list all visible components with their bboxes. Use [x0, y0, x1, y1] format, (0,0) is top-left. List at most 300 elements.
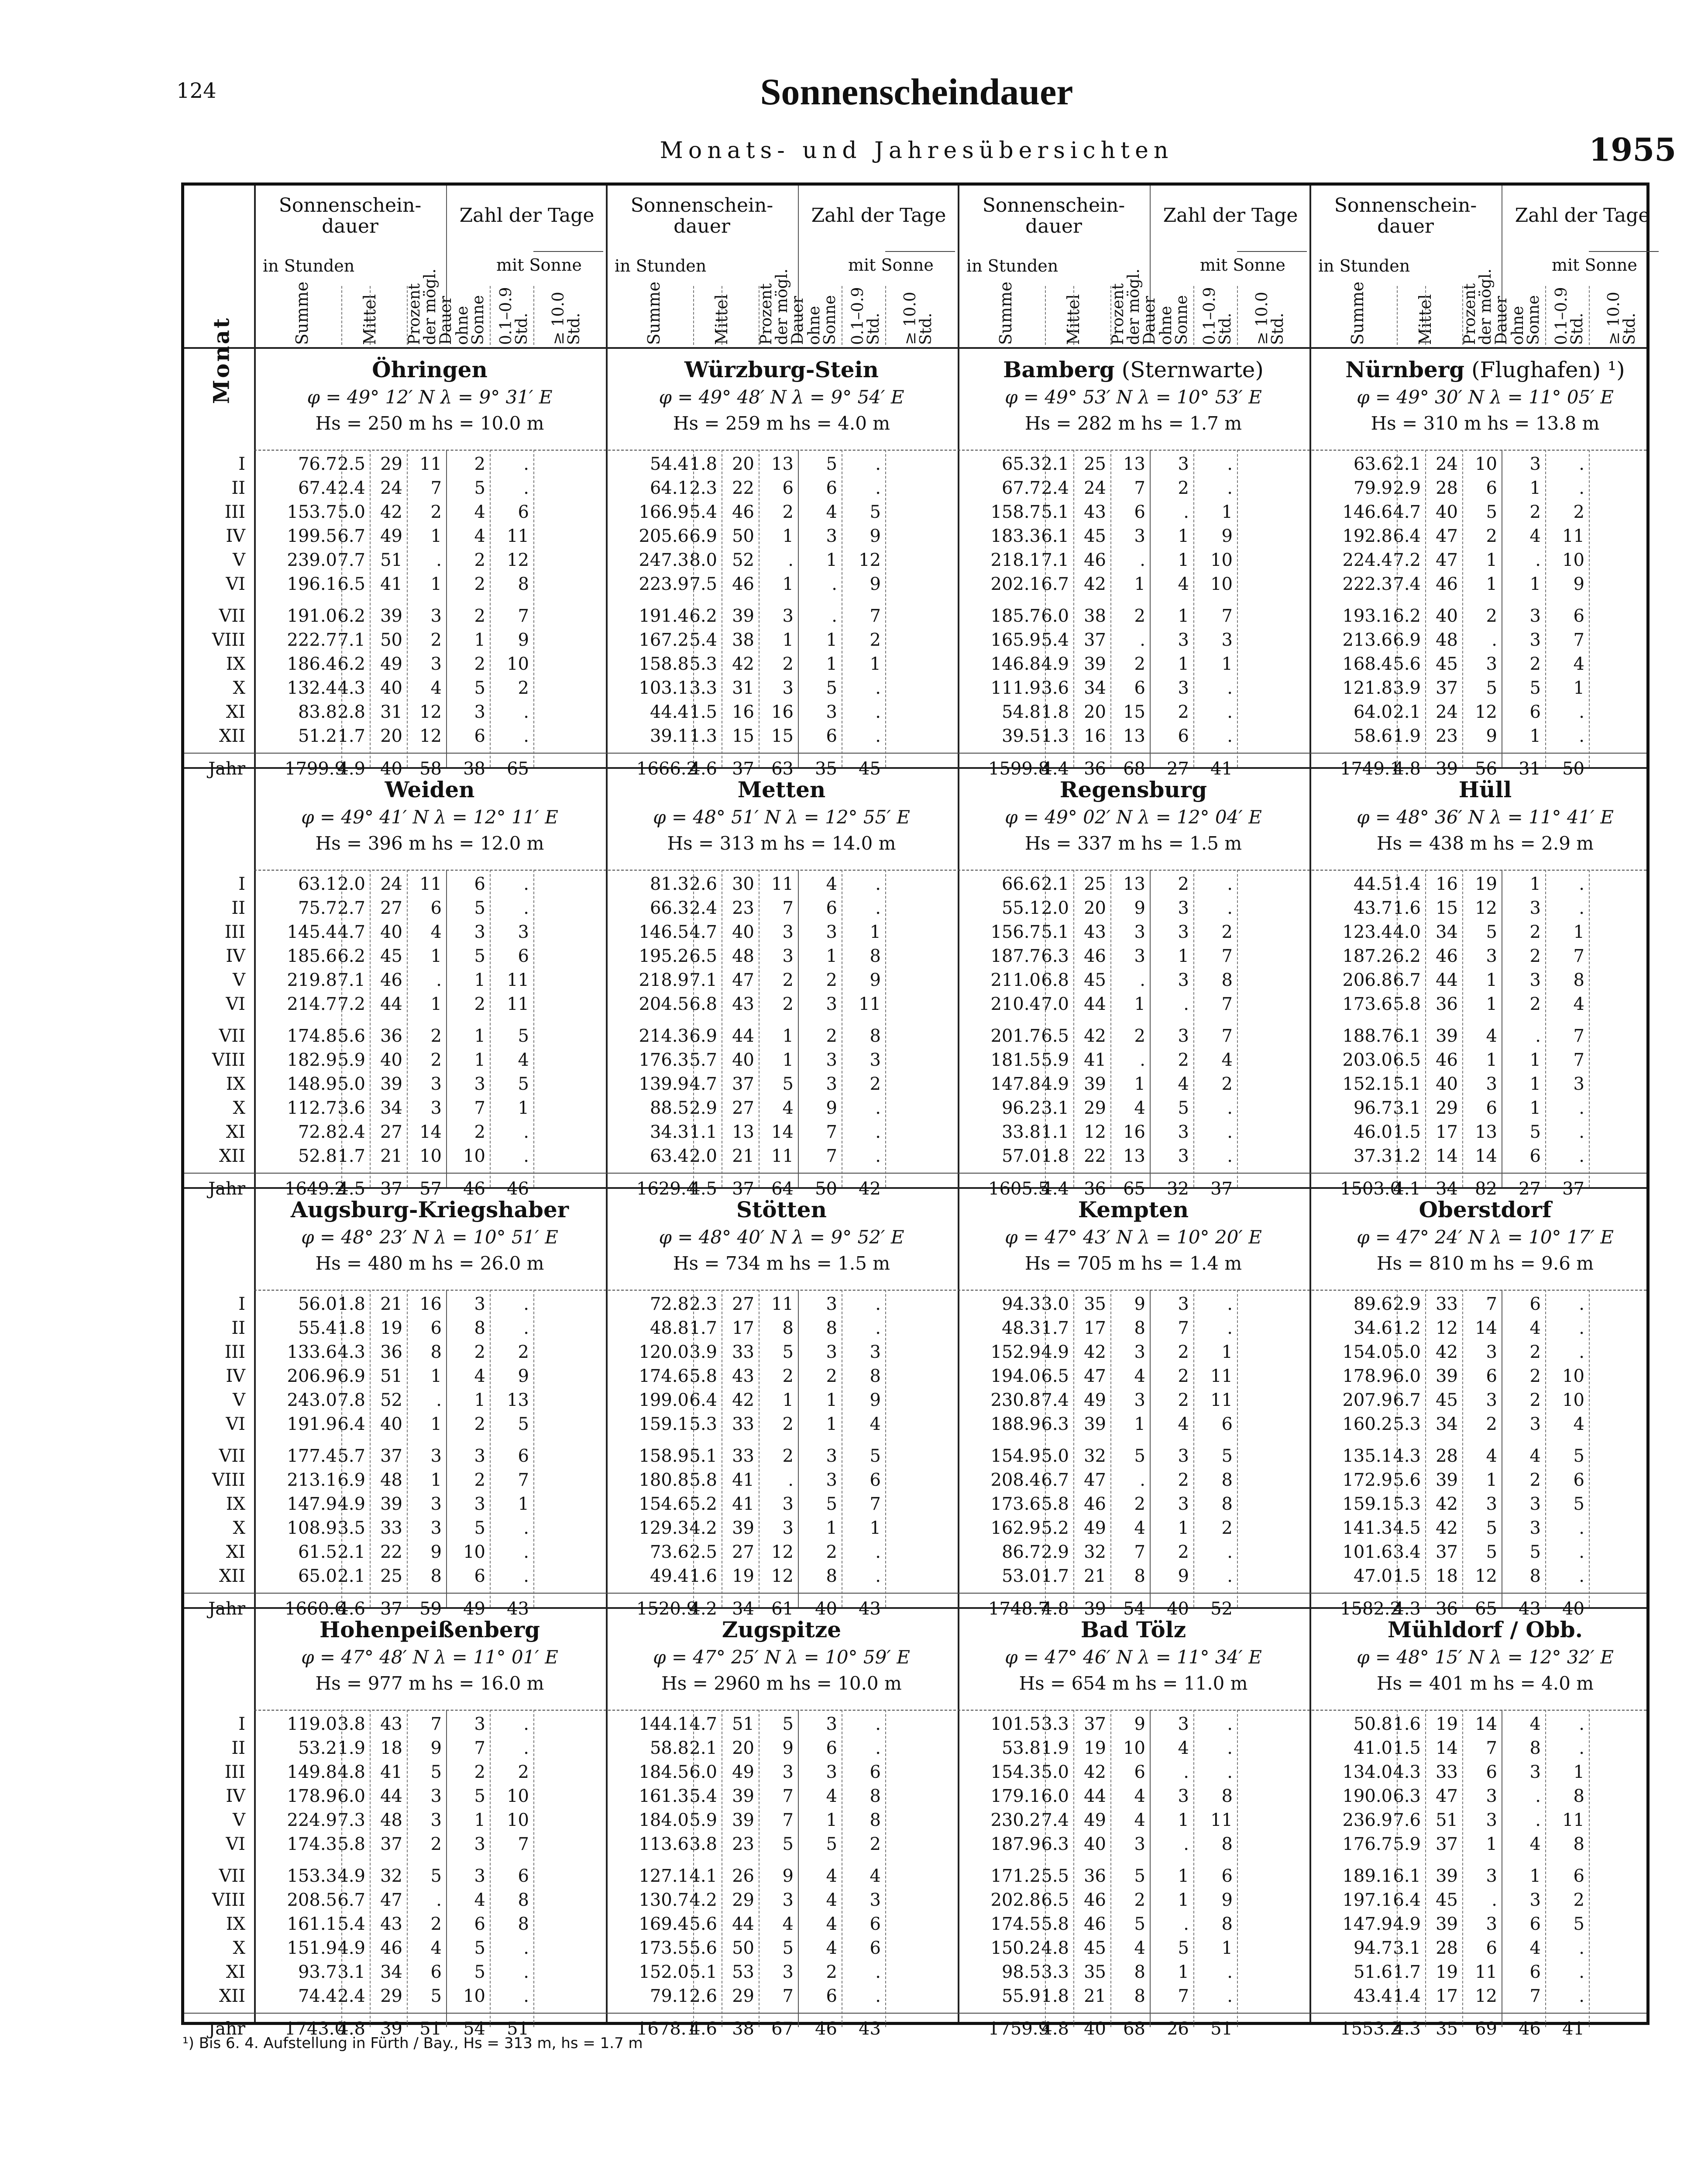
data-cell: 17: [1084, 1318, 1106, 1338]
zahl-der-tage-header: Zahl der Tage: [459, 204, 595, 227]
data-cell: 6.0: [1393, 1366, 1421, 1386]
data-cell: 5: [1573, 1914, 1584, 1934]
data-cell: 7: [782, 1986, 794, 2006]
data-cell: 5.6: [337, 1026, 365, 1046]
data-cell: 3: [826, 526, 837, 546]
data-cell: 16: [1436, 874, 1458, 894]
data-cell: 3.1: [1393, 1098, 1421, 1118]
data-cell: 169.4: [639, 1914, 689, 1934]
month-label: VIII: [212, 1050, 245, 1070]
data-cell: 15: [1123, 702, 1145, 722]
station-name-main: Öhringen: [372, 357, 488, 382]
jahr-rule: [184, 1593, 1646, 1594]
data-cell: 211.0: [990, 970, 1041, 990]
data-column-separator: [885, 1290, 886, 1607]
station-name-sub: (Flughafen) ¹): [1464, 357, 1625, 382]
data-cell: 3: [1178, 970, 1189, 990]
data-cell: 2: [518, 678, 529, 698]
station-name: [958, 1197, 1309, 1222]
data-cell: 19: [380, 1318, 402, 1338]
mit-sonne-header: mit Sonne: [1552, 255, 1637, 275]
data-cell: 146.5: [639, 922, 689, 942]
month-label: V: [233, 1390, 245, 1410]
data-cell: 39: [732, 1518, 754, 1538]
data-cell: 33: [380, 1518, 402, 1538]
station-name-main: Metten: [737, 777, 826, 802]
data-cell: 1: [826, 1518, 837, 1538]
data-cell: 146.8: [990, 654, 1041, 674]
data-cell: 2: [474, 1414, 485, 1434]
data-cell: 1: [1221, 1342, 1233, 1362]
data-cell: 2: [430, 1026, 442, 1046]
data-cell: 46: [380, 970, 402, 990]
data-cell: 1.7: [337, 1146, 365, 1166]
data-cell: 4: [1573, 1414, 1584, 1434]
data-cell: 2: [1221, 922, 1233, 942]
data-cell: 2: [782, 502, 794, 522]
data-cell: 2: [1178, 1050, 1189, 1070]
data-cell: 5: [1486, 502, 1497, 522]
data-cell: 15: [732, 726, 754, 746]
data-cell: 4.8: [1041, 1599, 1069, 1619]
data-cell: 1: [1178, 606, 1189, 626]
data-cell: 2: [1573, 1890, 1584, 1910]
data-cell: 40: [1084, 2019, 1106, 2039]
data-cell: 9: [518, 1366, 529, 1386]
data-cell: 27: [732, 1294, 754, 1314]
data-cell: 5.1: [689, 1962, 717, 1982]
header-rule: [533, 251, 603, 252]
data-cell: 7: [1221, 1026, 1233, 1046]
data-cell: 19: [1084, 1738, 1106, 1758]
data-cell: 2.0: [337, 874, 365, 894]
data-cell: 152.9: [990, 1342, 1041, 1362]
data-cell: 29: [1084, 1098, 1106, 1118]
data-cell: 247.3: [639, 550, 689, 570]
data-cell: 36: [1084, 1866, 1106, 1886]
data-cell: 129.3: [639, 1518, 689, 1538]
data-cell: 5: [1573, 1446, 1584, 1466]
station-heights: Hs = 337 m hs = 1.5 m: [1024, 833, 1242, 854]
data-cell: 40: [732, 922, 754, 942]
data-column-separator: [885, 1710, 886, 2027]
data-cell: 4: [474, 526, 485, 546]
data-cell: 1: [1178, 550, 1189, 570]
data-cell: 5.3: [1393, 1414, 1421, 1434]
data-cell: 4.6: [689, 2019, 717, 2039]
data-cell: 44.4: [650, 702, 689, 722]
data-cell: 35: [815, 759, 837, 779]
data-cell: 3: [1573, 1074, 1584, 1094]
data-cell: 1.1: [1041, 1122, 1069, 1142]
data-cell: .: [436, 1390, 442, 1410]
data-cell: .: [1227, 898, 1233, 918]
data-cell: 6.9: [337, 1470, 365, 1490]
data-cell: 4: [1529, 526, 1541, 546]
data-cell: 3: [782, 1762, 794, 1782]
data-cell: 8: [782, 1318, 794, 1338]
data-cell: 4.9: [1041, 654, 1069, 674]
data-cell: 11: [771, 1294, 794, 1314]
data-cell: 44: [1084, 1786, 1106, 1806]
data-cell: 20: [732, 1738, 754, 1758]
data-cell: 14: [771, 1122, 794, 1142]
data-cell: 2.4: [689, 898, 717, 918]
data-cell: 51.6: [1353, 1962, 1392, 1982]
data-cell: 4.2: [689, 1518, 717, 1538]
data-cell: 8: [1221, 970, 1233, 990]
data-cell: 219.8: [287, 970, 337, 990]
data-cell: .: [1579, 1986, 1584, 2006]
data-cell: 28: [1436, 1938, 1458, 1958]
data-cell: 2.5: [337, 454, 365, 474]
data-cell: 46.0: [1353, 1122, 1392, 1142]
data-cell: 5.1: [689, 1446, 717, 1466]
data-cell: 74.4: [298, 1986, 337, 2006]
data-cell: 8: [869, 946, 881, 966]
monat-header: [197, 251, 245, 469]
data-cell: 236.9: [1342, 1810, 1392, 1830]
data-cell: 5: [474, 478, 485, 498]
station-heights: Hs = 259 m hs = 4.0 m: [673, 413, 890, 434]
data-cell: 5.6: [1393, 654, 1421, 674]
data-cell: 3: [474, 1494, 485, 1514]
data-cell: 6: [518, 502, 529, 522]
data-cell: 17: [1436, 1122, 1458, 1142]
data-cell: .: [1227, 1542, 1233, 1562]
data-cell: 79.1: [650, 1986, 689, 2006]
data-cell: 4: [1134, 1098, 1145, 1118]
data-cell: 3.6: [337, 1098, 365, 1118]
data-cell: 2: [782, 1446, 794, 1466]
data-cell: .: [1579, 454, 1584, 474]
data-cell: 46: [507, 1179, 529, 1199]
data-cell: .: [1579, 1342, 1584, 1362]
data-column-separator: [533, 450, 534, 767]
data-cell: 36: [1436, 1599, 1458, 1619]
mit-sonne-header: mit Sonne: [848, 255, 934, 275]
data-cell: 189.1: [1342, 1866, 1392, 1886]
data-cell: 1: [1178, 946, 1189, 966]
data-cell: 2.1: [1041, 454, 1069, 474]
month-label: X: [233, 1938, 245, 1958]
data-cell: 1.2: [1393, 1318, 1421, 1338]
data-cell: .: [1227, 726, 1233, 746]
data-column-separator: [533, 870, 534, 1187]
data-cell: 7.4: [1041, 1810, 1069, 1830]
data-cell: 1: [826, 1414, 837, 1434]
data-cell: 53.0: [1001, 1566, 1041, 1586]
data-cell: 68: [1123, 759, 1145, 779]
data-cell: 54: [463, 2019, 485, 2039]
data-cell: 39: [732, 1810, 754, 1830]
data-cell: 158.7: [990, 502, 1041, 522]
station-heights: Hs = 310 m hs = 13.8 m: [1371, 413, 1600, 434]
station-coordinates: φ = 47° 25′ N λ = 10° 59′ E: [653, 1646, 910, 1668]
data-cell: 6.3: [1393, 1786, 1421, 1806]
data-cell: 6.9: [689, 1026, 717, 1046]
data-cell: 46: [815, 2019, 837, 2039]
data-cell: .: [1227, 1738, 1233, 1758]
data-cell: 1: [782, 1390, 794, 1410]
data-cell: .: [875, 898, 881, 918]
data-cell: 1: [869, 922, 881, 942]
data-cell: 4.5: [337, 1179, 365, 1199]
data-cell: 55.4: [298, 1318, 337, 1338]
data-cell: 1: [826, 654, 837, 674]
data-cell: 2.4: [337, 1122, 365, 1142]
data-cell: 4: [430, 922, 442, 942]
column-header-ohne-sonne: ohne Sonne: [805, 295, 839, 345]
data-cell: 2: [782, 970, 794, 990]
year-label: 1955: [1589, 131, 1677, 168]
data-cell: 44: [732, 1026, 754, 1046]
data-cell: 52: [732, 550, 754, 570]
data-cell: 46: [463, 1179, 485, 1199]
header-column-separator: [1462, 286, 1463, 345]
data-cell: 37: [732, 1074, 754, 1094]
data-cell: 1.1: [689, 1122, 717, 1142]
data-cell: 14: [419, 1122, 442, 1142]
data-cell: 6.7: [1393, 1390, 1421, 1410]
header-divider: [184, 347, 1646, 349]
data-cell: 3.8: [689, 1834, 717, 1854]
data-cell: 1: [1529, 726, 1541, 746]
data-cell: 132.4: [287, 678, 337, 698]
data-cell: 4: [1178, 1738, 1189, 1758]
data-cell: 3: [1178, 922, 1189, 942]
header-column-separator: [1193, 286, 1194, 345]
data-cell: 2: [1529, 1390, 1541, 1410]
data-cell: 166.9: [639, 502, 689, 522]
data-cell: 2: [1178, 1470, 1189, 1490]
data-cell: 51: [1436, 1810, 1458, 1830]
data-column-separator: [1589, 1290, 1590, 1607]
data-cell: 1: [474, 1810, 485, 1830]
data-cell: 10: [463, 1146, 485, 1166]
column-header-summe: Summe: [1348, 281, 1367, 345]
data-cell: 1520.9: [636, 1599, 698, 1619]
data-cell: 47: [1436, 526, 1458, 546]
data-cell: 160.2: [1342, 1414, 1392, 1434]
data-cell: 4: [826, 1914, 837, 1934]
data-cell: 2: [1178, 874, 1189, 894]
data-cell: 18: [380, 1738, 402, 1758]
data-cell: 6.4: [1393, 1890, 1421, 1910]
data-cell: 5.7: [689, 1050, 717, 1070]
page-title: Sonnenscheindauer: [760, 71, 1073, 113]
data-cell: 1: [1486, 1470, 1497, 1490]
data-cell: 29: [380, 1986, 402, 2006]
data-cell: 37: [1436, 1542, 1458, 1562]
data-cell: 6: [1573, 1866, 1584, 1886]
data-cell: 56: [1475, 759, 1497, 779]
data-cell: 7: [1221, 606, 1233, 626]
data-cell: 50.8: [1353, 1714, 1392, 1734]
data-cell: 8: [1221, 1494, 1233, 1514]
data-cell: 8: [474, 1318, 485, 1338]
data-cell: 14: [1475, 1318, 1497, 1338]
data-cell: 45: [1084, 1938, 1106, 1958]
data-cell: 7: [1529, 1986, 1541, 2006]
data-cell: 67.4: [298, 478, 337, 498]
data-cell: 4.8: [1393, 759, 1421, 779]
data-cell: 4: [1486, 1026, 1497, 1046]
data-cell: 7.1: [337, 970, 365, 990]
data-cell: 22: [732, 478, 754, 498]
data-cell: 1.5: [1393, 1566, 1421, 1586]
data-cell: 6: [869, 1938, 881, 1958]
data-cell: 3: [826, 1342, 837, 1362]
data-cell: 7: [1573, 630, 1584, 650]
data-cell: 66.3: [650, 898, 689, 918]
data-cell: 9: [826, 1098, 837, 1118]
data-cell: 32: [1084, 1446, 1106, 1466]
station-name: [958, 1617, 1309, 1642]
data-cell: 7: [869, 606, 881, 626]
column-header-ohne-sonne: ohne Sonne: [1509, 295, 1543, 345]
station-name-main: Weiden: [385, 777, 475, 802]
data-cell: 121.8: [1342, 678, 1392, 698]
data-cell: 13: [771, 454, 794, 474]
data-cell: 49: [380, 654, 402, 674]
data-cell: 1748.7: [988, 1599, 1049, 1619]
data-cell: 152.0: [639, 1962, 689, 1982]
header-column-separator: [1237, 286, 1238, 345]
data-cell: 24: [1084, 478, 1106, 498]
data-cell: 96.7: [1353, 1098, 1392, 1118]
data-cell: 5.9: [1393, 1834, 1421, 1854]
data-cell: 5.7: [337, 1446, 365, 1466]
data-cell: 4: [1178, 1074, 1189, 1094]
data-cell: .: [523, 1294, 529, 1314]
data-cell: 5.6: [689, 1914, 717, 1934]
data-cell: 6: [1573, 606, 1584, 626]
data-cell: 43.7: [1353, 898, 1392, 918]
column-header-range-b: ≥ 10.0 Std.: [550, 292, 583, 345]
data-cell: 147.9: [1342, 1914, 1392, 1934]
jahr-rule: [184, 753, 1646, 754]
data-cell: 3.9: [1393, 678, 1421, 698]
month-label: III: [224, 922, 245, 942]
data-cell: .: [1183, 1762, 1189, 1782]
data-cell: 203.0: [1342, 1050, 1392, 1070]
station-heights: Hs = 480 m hs = 26.0 m: [315, 1253, 544, 1274]
data-cell: 2: [782, 994, 794, 1014]
data-cell: 4.6: [689, 759, 717, 779]
data-cell: 1: [1178, 526, 1189, 546]
month-label: VII: [219, 606, 245, 626]
data-cell: 179.1: [990, 1786, 1041, 1806]
data-cell: 4.5: [689, 1179, 717, 1199]
data-cell: 40: [1436, 606, 1458, 626]
station-name-main: Kempten: [1078, 1197, 1189, 1222]
month-label: VI: [226, 994, 245, 1014]
column-header-mittel: Mittel: [1416, 294, 1435, 345]
data-cell: 34: [1436, 1414, 1458, 1434]
data-cell: 57: [419, 1179, 442, 1199]
data-cell: .: [523, 1566, 529, 1586]
data-cell: 135.1: [1342, 1446, 1392, 1466]
data-cell: 2.1: [1393, 454, 1421, 474]
data-cell: 37: [1562, 1179, 1584, 1199]
data-cell: 67.7: [1001, 478, 1041, 498]
data-cell: 20: [1084, 702, 1106, 722]
data-cell: 63.6: [1353, 454, 1392, 474]
data-cell: 1.9: [1041, 1738, 1069, 1758]
data-cell: 7.8: [337, 1390, 365, 1410]
data-cell: 37: [380, 1834, 402, 1854]
data-cell: 6.2: [337, 606, 365, 626]
data-cell: 6.8: [689, 994, 717, 1014]
data-cell: 5.0: [1393, 1342, 1421, 1362]
data-cell: 2: [430, 630, 442, 650]
info-rule: [254, 870, 1646, 871]
data-cell: .: [1579, 1738, 1584, 1758]
data-cell: 46: [380, 1938, 402, 1958]
data-cell: 1503.0: [1340, 1179, 1401, 1199]
data-cell: 5: [782, 1714, 794, 1734]
data-cell: 14: [1475, 1714, 1497, 1734]
data-cell: 191.0: [287, 606, 337, 626]
data-cell: 2: [474, 454, 485, 474]
page-subtitle: Monats- und Jahresübersichten: [660, 138, 1174, 164]
header-column-separator: [341, 286, 342, 345]
data-cell: 10: [507, 1786, 529, 1806]
data-cell: 10: [419, 1146, 442, 1166]
data-cell: 187.9: [990, 1834, 1041, 1854]
data-cell: .: [523, 1714, 529, 1734]
data-cell: 3: [826, 702, 837, 722]
data-cell: 21: [380, 1294, 402, 1314]
data-cell: 12: [1084, 1122, 1106, 1142]
data-cell: 3: [1134, 946, 1145, 966]
data-cell: 1: [430, 946, 442, 966]
data-cell: 5: [474, 1962, 485, 1982]
data-cell: 1: [1529, 1098, 1541, 1118]
data-cell: 9: [1221, 1890, 1233, 1910]
data-cell: 10: [463, 1542, 485, 1562]
station-name: [254, 1617, 605, 1642]
station-heights: Hs = 282 m hs = 1.7 m: [1024, 413, 1242, 434]
data-cell: .: [1227, 1566, 1233, 1586]
data-cell: 3.3: [1041, 1714, 1069, 1734]
data-cell: 4: [826, 502, 837, 522]
data-cell: .: [1140, 970, 1145, 990]
data-cell: 3: [1178, 1714, 1189, 1734]
data-cell: 2: [518, 1342, 529, 1362]
data-cell: 6: [782, 478, 794, 498]
data-cell: 239.0: [287, 550, 337, 570]
data-cell: 5.9: [1041, 1050, 1069, 1070]
data-cell: 9: [782, 1738, 794, 1758]
data-cell: 39: [1436, 1026, 1458, 1046]
data-cell: 9: [430, 1542, 442, 1562]
data-cell: 9: [869, 574, 881, 594]
data-cell: 45: [1084, 526, 1106, 546]
data-cell: 1.7: [1041, 1566, 1069, 1586]
data-cell: 16: [771, 702, 794, 722]
data-cell: 5.9: [689, 1810, 717, 1830]
data-cell: .: [875, 1122, 881, 1142]
data-cell: 150.2: [990, 1938, 1041, 1958]
month-label: II: [231, 1738, 245, 1758]
data-cell: 243.0: [287, 1390, 337, 1410]
data-cell: 174.8: [287, 1026, 337, 1046]
data-cell: .: [1227, 1986, 1233, 2006]
data-cell: 2: [1529, 946, 1541, 966]
station-name-main: Oberstdorf: [1419, 1197, 1552, 1222]
